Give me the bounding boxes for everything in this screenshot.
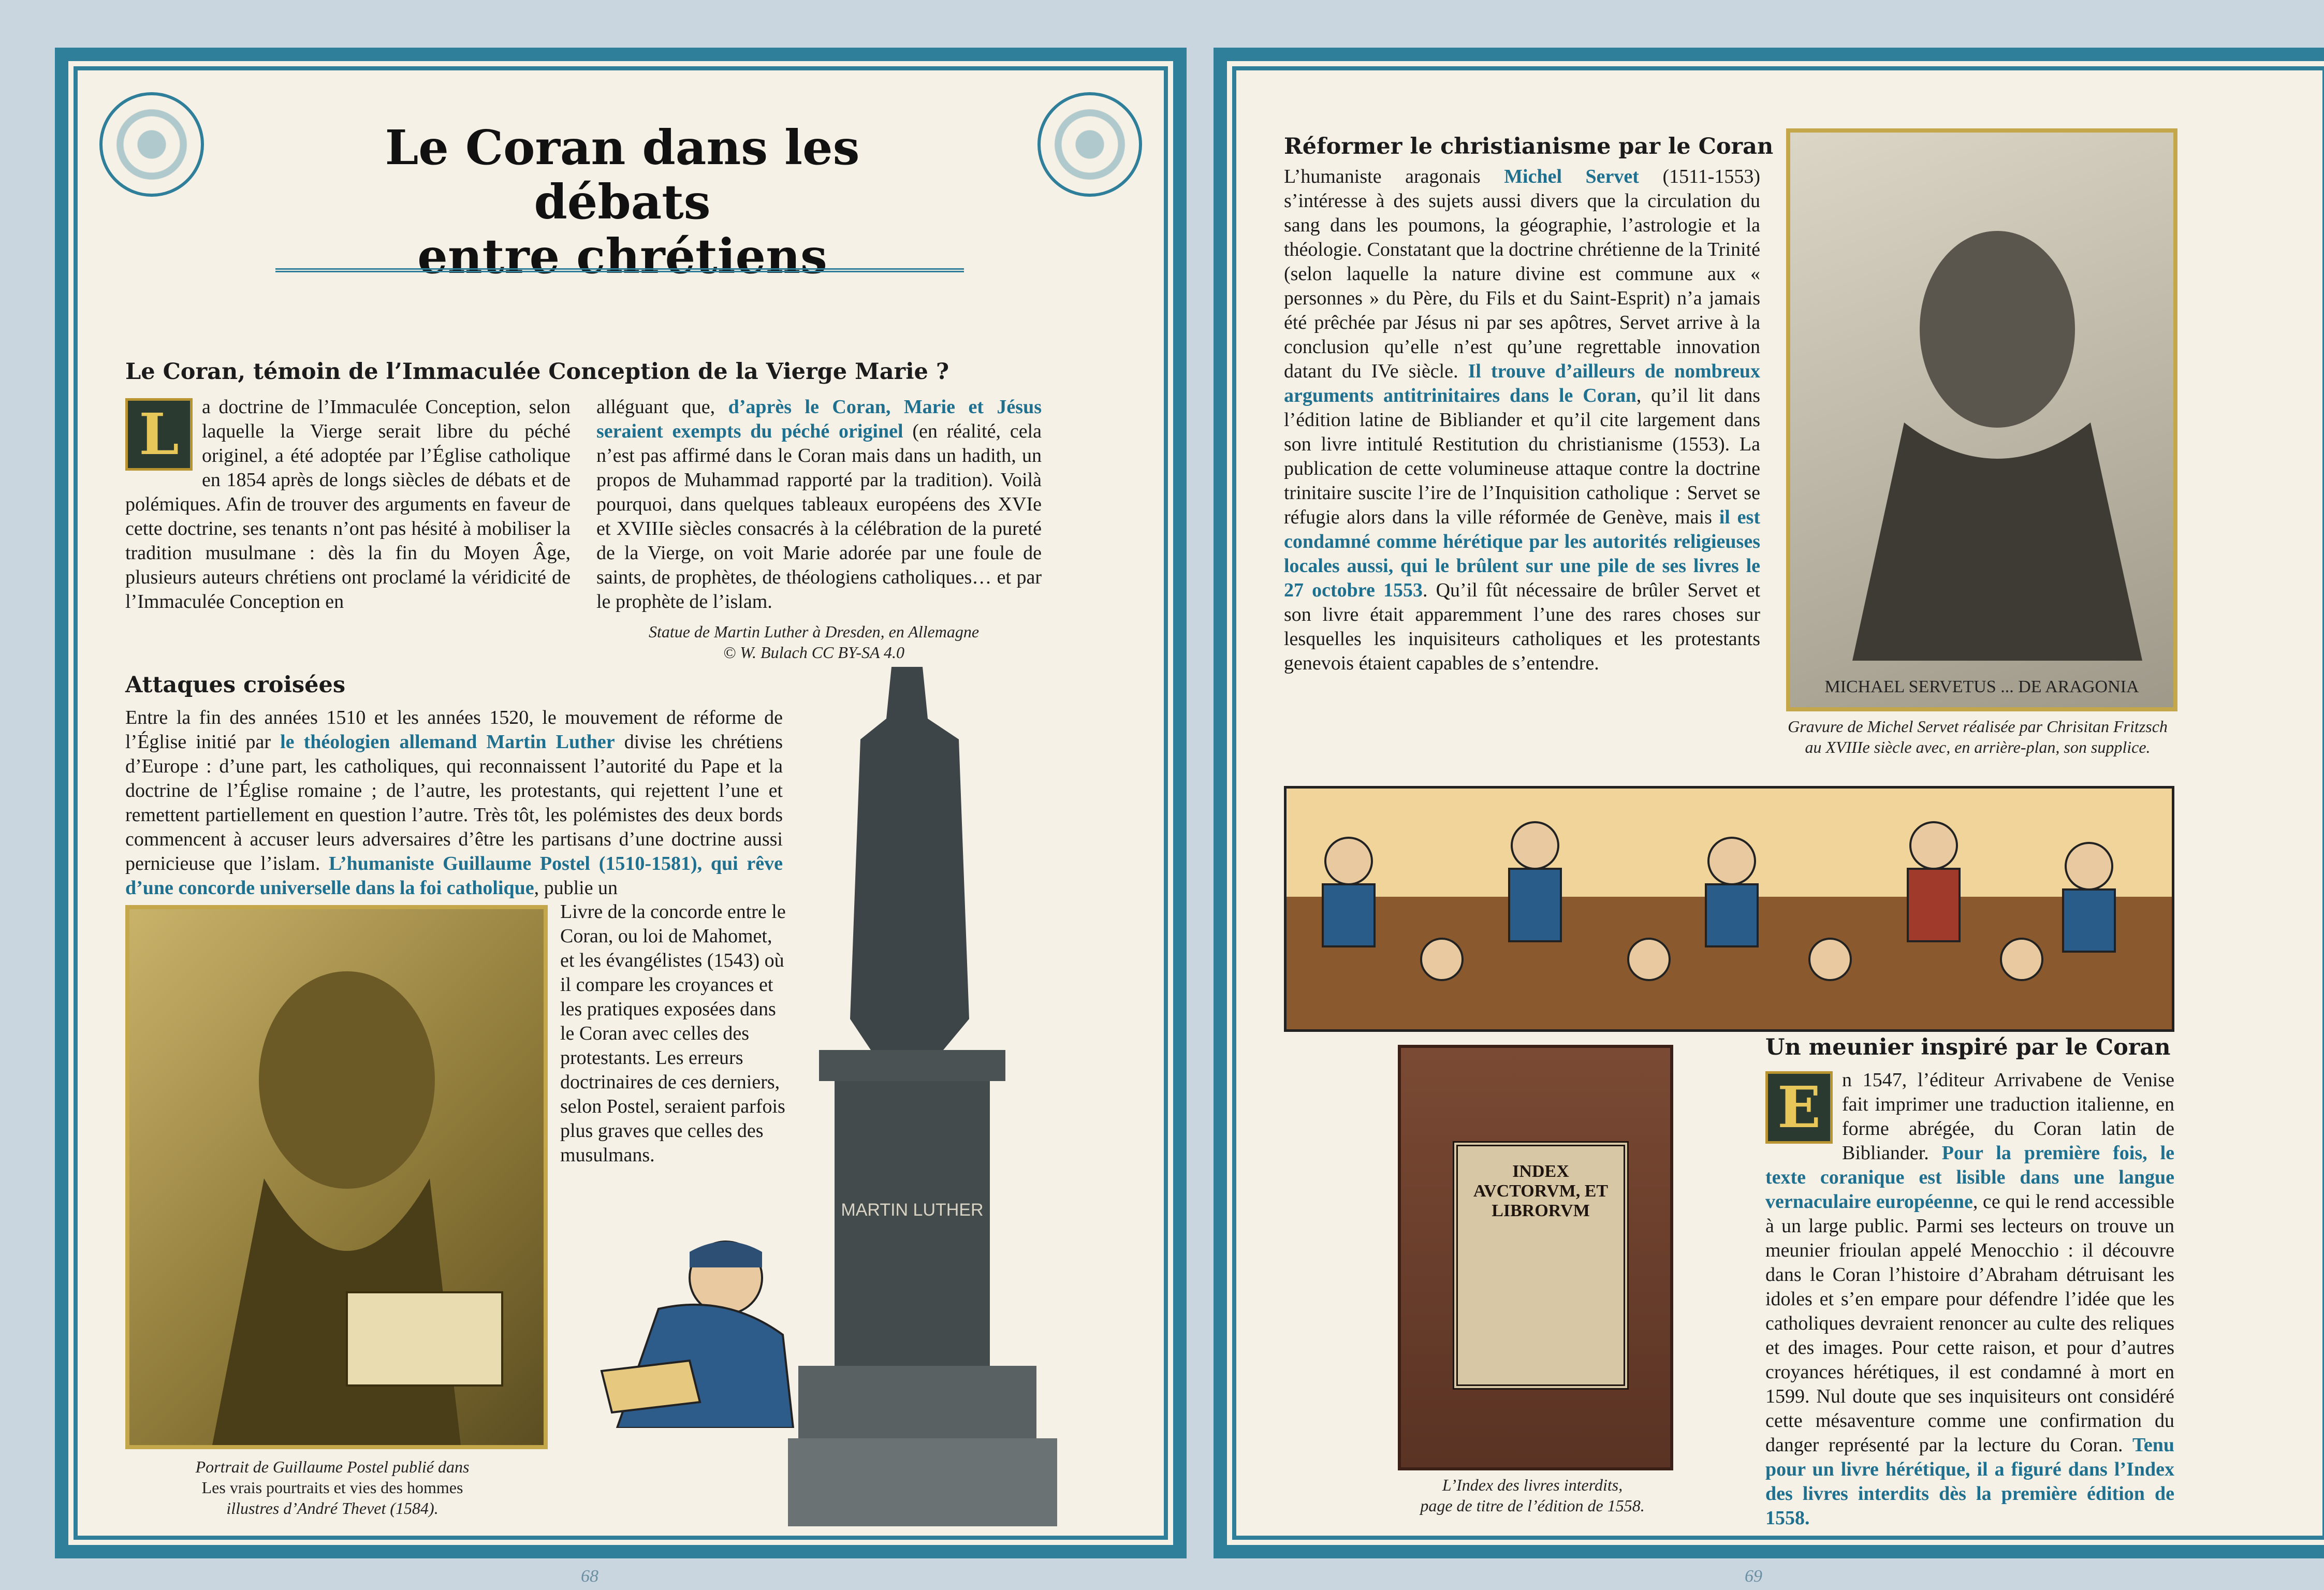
statue-silhouette-icon bbox=[788, 657, 1057, 1526]
section-heading-reformer: Réformer le christianisme par le Coran bbox=[1284, 134, 1774, 159]
dropcap-E: E bbox=[1765, 1071, 1833, 1144]
statue-plaque: MARTIN LUTHER bbox=[841, 1200, 984, 1220]
dropcap-L: L bbox=[125, 398, 193, 471]
index-page-frame bbox=[1453, 1141, 1629, 1390]
section-heading-meunier: Un meunier inspiré par le Coran bbox=[1765, 1034, 2171, 1060]
servet-caption: Gravure de Michel Servet réalisée par Chrisitan Fritzsch au XVIIIe siècle avec, en arrière-plan, son supplice. bbox=[1788, 717, 2168, 756]
tribunal-comic-panel bbox=[1284, 786, 2174, 1032]
ornament-top-right bbox=[1037, 92, 1142, 197]
postel-caption: Portrait de Guillaume Postel publié dans Les vrais pourtraits et vies des hommes illustres d’André Thevet (1584). bbox=[195, 1457, 470, 1518]
index-caption: L’Index des livres interdits, page de titre de l’édition de 1558. bbox=[1420, 1476, 1645, 1515]
luther-statue-image bbox=[788, 657, 1057, 1526]
section-heading-attaques: Attaques croisées bbox=[125, 672, 346, 698]
index-title-page-image bbox=[1398, 1045, 1673, 1470]
postel-portrait-image bbox=[125, 905, 548, 1449]
page-number-right: 69 bbox=[1745, 1567, 1762, 1586]
section1-column2: alléguant que, d’après le Coran, Marie et Jésus seraient exempts du péché originel (en réalité, cela n’est pas affirmé dans le Coran mais dans un hadith, un propos de Muhammad rapporté par la tradition). Voilà pourquoi, dans quelques tableaux européens des XVIe et XVIIIe siècles consacrés à la célébration de la pureté de la Vierge, on voit Marie adorée par une foule de saints, de prophètes, de théologiens catholiques… et par le prophète de l’islam. bbox=[596, 396, 1042, 612]
servet-inscription: MICHAEL SERVETUS ... DE ARAGONIA bbox=[1824, 677, 2139, 696]
index-title-text: INDEX AVCTORVM, ET LIBRORVM bbox=[1473, 1162, 1609, 1220]
crowd-illustration-icon bbox=[1287, 789, 2172, 1029]
page-title: Le Coran dans les débats entre chrétiens bbox=[385, 120, 860, 284]
section2-narrow-column: Livre de la concorde entre le Coran, ou loi de Mahomet, et les évangélistes (1543) où il compare les croyances et les pratiques exposées dans le Coran avec celles des protestants. Les erreurs doctrinaires de ces derniers, selon Postel, seraient parfois plus graves que celles des musulmans. bbox=[560, 901, 786, 1166]
servet-engraving-image bbox=[1786, 128, 2177, 711]
right-page bbox=[1214, 48, 2324, 1586]
page-number-left: 68 bbox=[581, 1567, 598, 1586]
reading-figure-icon bbox=[596, 1231, 814, 1428]
left-page bbox=[55, 48, 1187, 1586]
section2-paragraph: Entre la fin des années 1510 et les années 1520, le mouvement de réforme de l’Église initié par le théologien allemand Martin Luther divise les chrétiens d’Europe : d’une part, les catholiques, qui reconnaissent l’autorité du Pape et la doctrine de l’Église romaine ; de l’autre, les protestants, qui rejettent l’une et remettent partiellement en question l’autre. Très tôt, les polémistes des deux bords commencent à accuser leurs adversaires d’être les partisans d’une doctrine aussi pernicieuse que l’islam. L’humaniste Guillaume Postel (1510-1581), qui rêve d’une concorde universelle dans la foi catholique, publie un bbox=[125, 707, 783, 899]
ornament-top-left bbox=[99, 92, 204, 197]
section-heading-immaculate: Le Coran, témoin de l’Immaculée Conception de la Vierge Marie ? bbox=[125, 359, 949, 385]
section1-paragraph-right: L’humaniste aragonais Michel Servet (1511-1553) s’intéresse à des sujets aussi divers que la circulation du sang dans les poumons, la géographie, l’astrologie et la théologie. Constatant que la doctrine chrétienne de la Trinité (selon laquelle la nature divine est commune aux « personnes » du Père, du Fils et du Saint-Esprit) n’a jamais été prêchée par Jésus ni par ses apôtres, Servet arrive à la conclusion qu’elle n’est qu’une regrettable innovation datant du IVe siècle. Il trouve d’ailleurs de nombreux arguments antitrinitaires dans le Coran, qu’il lit dans l’édition latine de Bibliander et qu’il cite largement dans son livre intitulé Restitution du christianisme (1553). La publication de cette volumineuse attaque contre la doctrine trinitaire suscite l’ire de l’Inquisition catholique : Servet se réfugie alors dans la ville réformée de Genève, mais il est condamné comme hérétique par les autorités religieuses locales aussi, qui le brûlent sur une pile de ses livres le 27 octobre 1553. Qu’il fût nécessaire de brûler Servet et son livre était apparemment l’une des rares choses sur lesquelles les inquisiteurs catholiques et les protestants genevois étaient capables de s’entendre. bbox=[1284, 166, 1760, 674]
statue-caption: Statue de Martin Luther à Dresden, en Allemagne © W. Bulach CC BY-SA 4.0 bbox=[648, 622, 980, 662]
title-ornament bbox=[275, 232, 964, 272]
section1-column1: L a doctrine de l’Immaculée Conception, selon laquelle la Vierge serait libre du péché originel, a été adoptée par l’Église catholique en 1854 après de longs siècles de débats et de polémiques. Afin de trouver des arguments en faveur de cette doctrine, ses tenants n’ont pas hésité à mobiliser la tradition musulmane : dès la fin du Moyen Âge, plusieurs auteurs chrétiens ont proclamé la véridicité de l’Immaculée Conception en bbox=[125, 396, 571, 612]
servet-portrait-icon bbox=[1790, 133, 2173, 707]
postel-engraving-icon bbox=[129, 909, 544, 1445]
section2-paragraph-right: E n 1547, l’éditeur Arrivabene de Venise fait imprimer une traduction italienne, en forme abrégée, du Coran latin de Bibliander. Pour la première fois, le texte coranique est lisible dans une langue vernaculaire européenne, ce qui le rend accessible à un large public. Parmi ses lecteurs on trouve un meunier frioulan appelé Menocchio : il découvre dans le Coran l’histoire d’Abraham détruisant les idoles et s’en empare pour défendre l’idée que les catholiques devraient renoncer au culte des reliques et des images. Pour cette raison, et pour d’autres croyances hérétiques, il est condamné à mort en 1599. Nul doute que ses inquisiteurs ont considéré cette mésaventure comme une confirmation du danger représenté par la lecture du Coran. Tenu pour un livre hérétique, il a figuré dans l’Index des livres interdits dès la première édition de 1558. bbox=[1765, 1069, 2175, 1529]
luther-reading-illustration bbox=[596, 1231, 814, 1428]
